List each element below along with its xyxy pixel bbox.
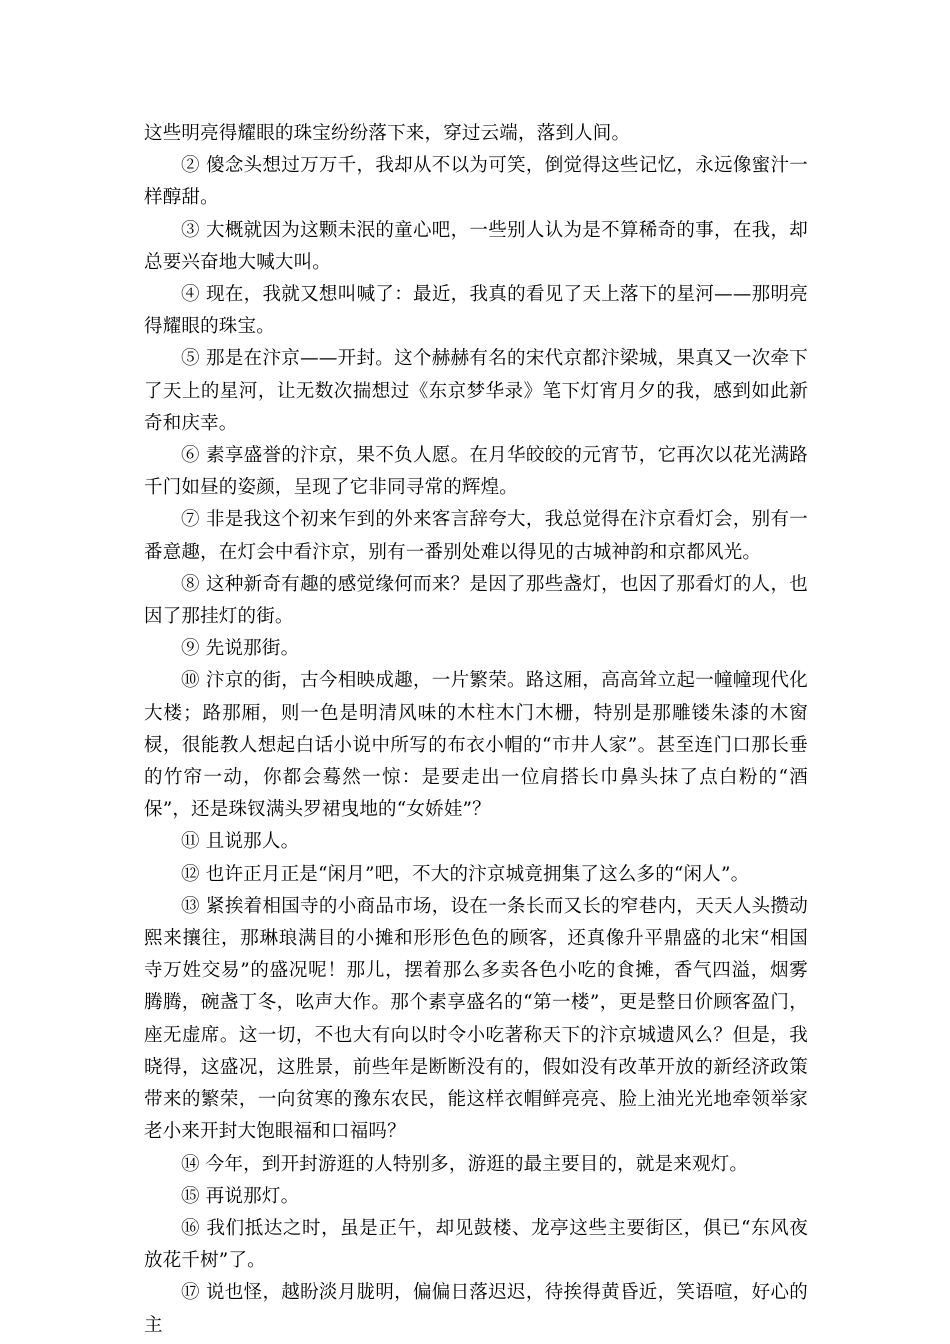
paragraph-7: ⑦ 非是我这个初来乍到的外来客言辞夸大，我总觉得在汴京看灯会，别有一番意趣，在灯会中看汴京，别有一番别处难以得见的古城神韵和京都风光。 (144, 509, 808, 563)
document-page (144, 118, 808, 1342)
paragraph-16: ⑯ 我们抵达之时，虽是正午，却见鼓楼、龙亭这些主要街区，俱已“东风夜放花千树”了。 (144, 1217, 808, 1272)
paragraph-8: ⑧ 这种新奇有趣的感觉缘何而来？是因了那些盏灯，也因了那看灯的人，也因了那挂灯的街。 (144, 573, 808, 628)
paragraph-15: ⑮ 再说那灯。 (181, 1185, 300, 1207)
paragraph-1: 这些明亮得耀眼的珠宝纷纷落下来，穿过云端，落到人间。 (144, 123, 631, 144)
paragraph-2: ② 傻念头想过万万千，我却从不以为可笑，倒觉得这些记忆，永远像蜜汁一样醇甜。 (144, 155, 808, 209)
paragraph-10: ⑩ 汴京的街，古今相映成趣，一片繁荣。路这厢，高高耸立起一幢幢现代化大楼；路那厢，则一色是明清风味的木柱木门木栅，特别是那雕镂朱漆的木窗棂，很能教人想起白话小说中所写的布衣小帽的“市井人家”。甚至连门口那长垂的竹帘一动，你都会蓦然一惊：是要走出一位肩搭长巾鼻头抹了点白粉的“酒保”，还是珠钗满头罗裙曳地的“女娇娃”？ (144, 670, 808, 821)
paragraph-5: ⑤ 那是在汴京——开封。这个赫赫有名的宋代京都汴梁城，果真又一次牵下了天上的星河，让无数次揣想过《东京梦华录》笔下灯宵月夕的我，感到如此新奇和庆幸。 (144, 348, 808, 434)
paragraph-4: ④ 现在，我就又想叫喊了：最近，我真的看见了天上落下的星河——那明亮得耀眼的珠宝。 (144, 284, 808, 338)
paragraph-6: ⑥ 素享盛誉的汴京，果不负人愿。在月华皎皎的元宵节，它再次以花光满路千门如昼的姿颜，呈现了它非同寻常的辉煌。 (144, 445, 808, 499)
paragraph-13: ⑬ 紧挨着相国寺的小商品市场，设在一条长而又长的窄巷内，天天人头攒动熙来攘往，那琳琅满目的小摊和形形色色的顾客，还真像升平鼎盛的北宋“相国寺万姓交易”的盛况呢！那儿，摆着那么多卖各色小吃的食摊，香气四溢，烟雾腾腾，碗盏丁冬，吆声大作。那个素享盛名的“第一楼”，更是整日价顾客盈门，座无虚席。这一切，不也大有向以时令小吃著称天下的汴京城遗风么？但是，我晓得，这盛况，这胜景，前些年是断断没有的，假如没有改革开放的新经济政策带来的繁荣，一向贫寒的豫东农民，能这样衣帽鲜亮亮、脸上油光光地牵领举家老小来开封大饱眼福和口福吗？ (144, 895, 808, 1143)
paragraph-12: ⑫ 也许正月正是“闲月”吧，不大的汴京城竟拥集了这么多的“闲人”。 (181, 863, 750, 885)
paragraph-17: ⑰ 说也怪，越盼淡月胧明，偏偏日落迟迟，待挨得黄昏近，笑语喧，好心的主 (144, 1282, 808, 1336)
paragraph-11: ⑪ 且说那人。 (181, 831, 300, 853)
paragraph-3: ③ 大概就因为这颗未泯的童心吧，一些别人认为是不算稀奇的事，在我，却总要兴奋地大喊大叫。 (144, 219, 808, 273)
paragraph-14: ⑭ 今年，到开封游逛的人特别多，游逛的最主要目的，就是来观灯。 (181, 1153, 749, 1175)
paragraph-9: ⑨ 先说那街。 (181, 638, 300, 660)
